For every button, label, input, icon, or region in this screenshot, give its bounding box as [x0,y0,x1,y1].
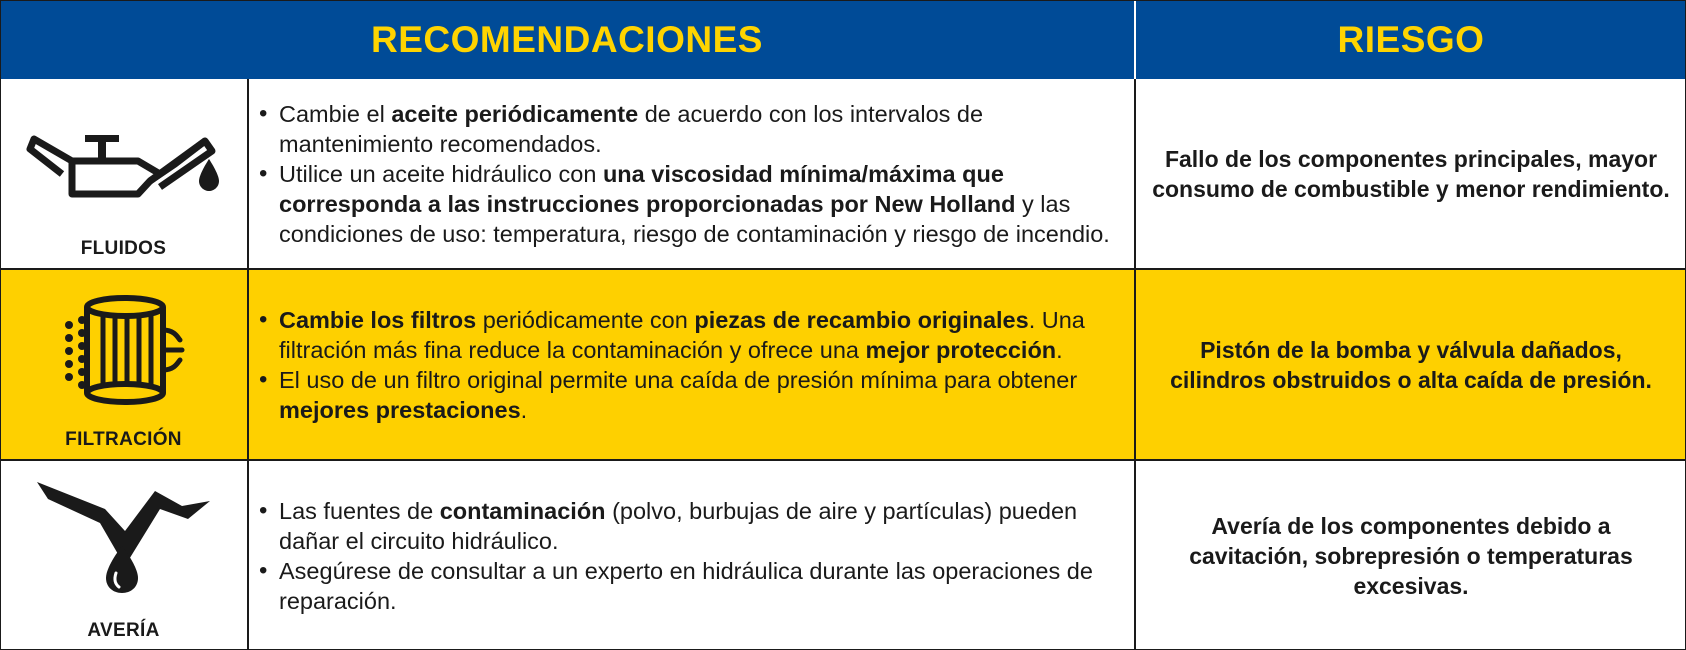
recommendations-cell-filtration [247,270,1134,459]
oil-can-icon [0,79,247,229]
text: El uso de un filtro original permite una caída de presión mínima para obtener [279,366,1078,393]
category-label-fluids: FLUIDOS [80,238,167,259]
icon-cell-filtration [0,270,247,459]
recommendation-bullet [259,496,1134,556]
bold-text: una viscosidad mínima/máxima que corresponda a las instrucciones proporcionadas por New Holland [279,160,1016,217]
recommendation-bullet [259,556,1134,616]
recommendations-cell-fluids [247,79,1134,268]
row-divider [0,268,1686,270]
header-recommendations: RECOMENDACIONES [0,0,1134,79]
text: . Una filtración más fina reduce la contaminación y ofrece una [279,306,1085,363]
risk-cell-breakdown: Avería de los componentes debido a cavitación, sobrepresión o temperaturas excesivas. [1134,461,1686,650]
category-label-filtration: FILTRACIÓN [65,429,182,450]
icon-cell-fluids [0,79,247,268]
row-divider [0,459,1686,461]
broken-pipe-drop-icon [0,461,247,611]
bold-text: Cambie los filtros [279,306,477,333]
table-row-breakdown [0,461,1686,650]
text: Las fuentes de [279,497,440,524]
category-label-breakdown: AVERÍA [87,620,160,641]
text: (polvo, burbujas de aire y partículas) pueden dañar el circuito hidráulico. [279,497,1078,554]
text: y las condiciones de uso: temperatura, riesgo de contaminación y riesgo de incendio. [279,190,1110,247]
risk-cell-filtration: Pistón de la bomba y válvula dañados, cilindros obstruidos o alta caída de presión. [1134,270,1686,459]
text: Utilice un aceite hidráulico con [279,160,603,187]
recommendation-bullet [259,305,1134,365]
bold-text: mejor protección [865,336,1057,363]
table-row-fluids [0,79,1686,268]
recommendations-cell-breakdown [247,461,1134,650]
header-risk: RIESGO [1136,0,1686,79]
bold-text: piezas de recambio originales [694,306,1029,333]
risk-cell-fluids: Fallo de los componentes principales, mayor consumo de combustible y menor rendimiento. [1134,79,1686,268]
text: periódicamente con [476,306,695,333]
recommendation-bullet [259,99,1134,159]
text: de acuerdo con los intervalos de mantenimiento recomendados. [279,100,984,157]
bold-text: mejores prestaciones [279,396,521,423]
bold-text: contaminación [439,497,606,524]
text: Cambie el [279,100,392,127]
table-row-filtration [0,270,1686,459]
text: Asegúrese de consultar a un experto en hidráulica durante las operaciones de reparación. [279,557,1093,614]
text: . [1056,336,1063,363]
recommendation-bullet [259,159,1134,249]
icon-cell-breakdown [0,461,247,650]
filter-icon [0,270,247,420]
text: . [520,396,528,423]
recommendation-bullet [259,365,1134,425]
bold-text: aceite periódicamente [391,100,639,127]
